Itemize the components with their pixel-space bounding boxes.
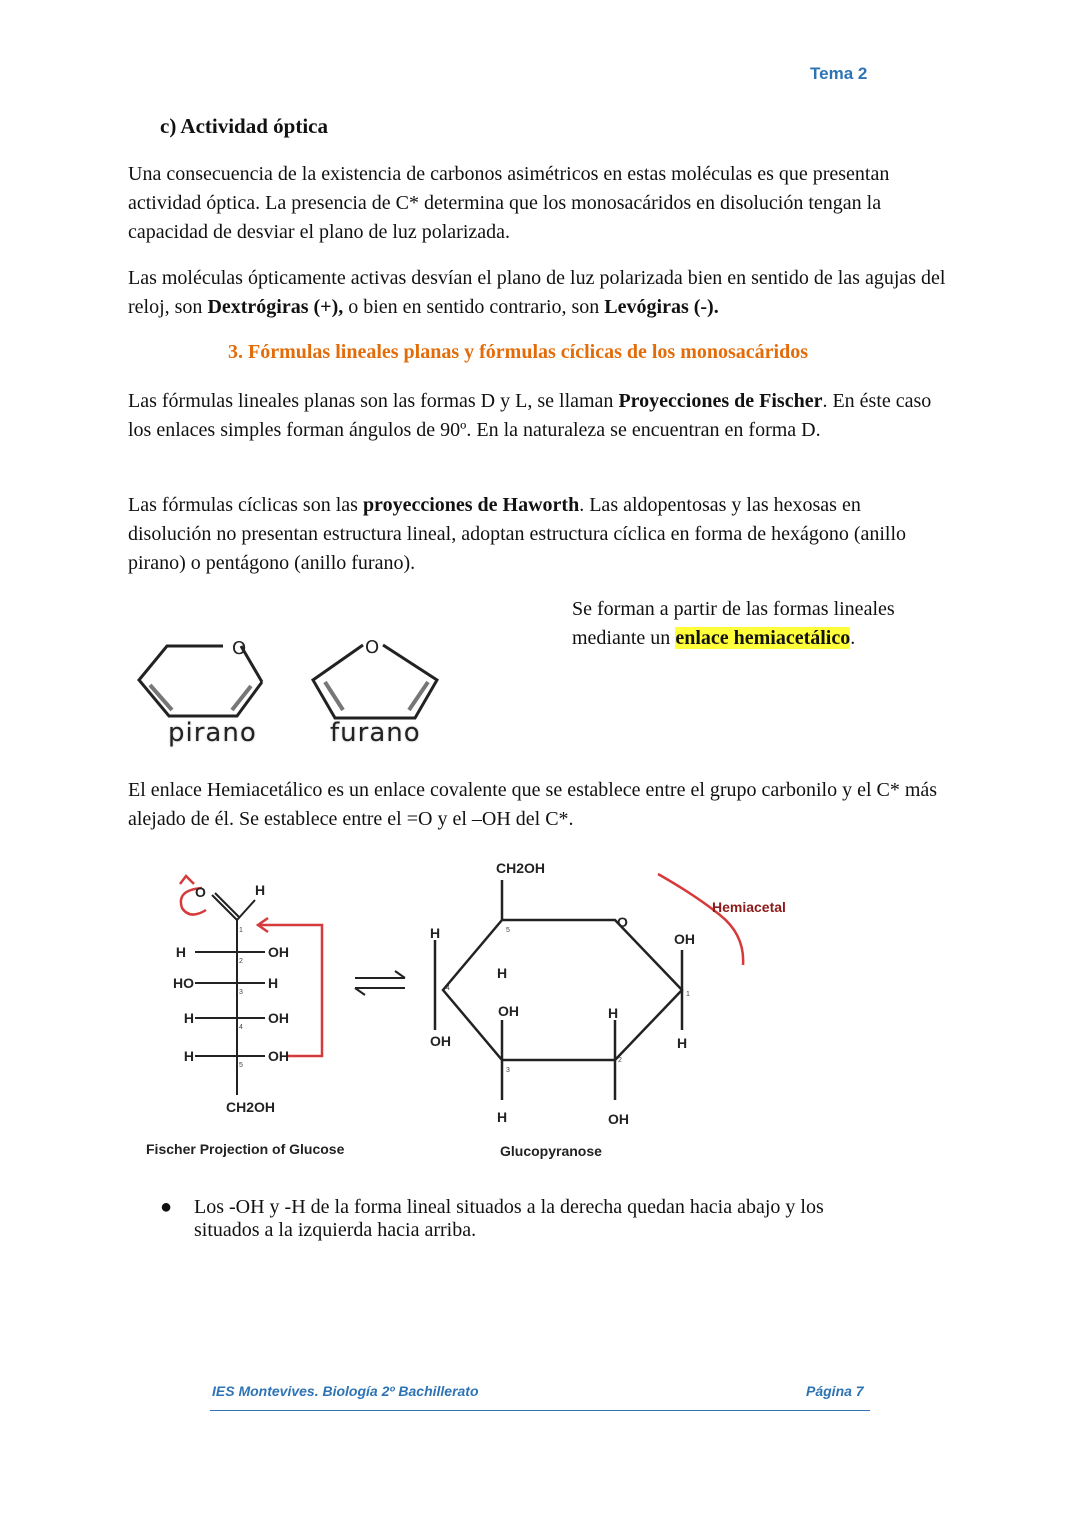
haworth-ring-o: O [617, 914, 628, 930]
haworth-c1-top-oh: OH [674, 931, 695, 947]
p3-proyecciones-fischer: Proyecciones de Fischer [618, 390, 823, 412]
p5-text-a: Se forman a partir de las formas lineales mediante un [572, 598, 895, 649]
fischer-row-2-left: HO [173, 975, 194, 991]
p2-text-a: Las moléculas ópticamente activas desvían el plano de luz polarizada bien en sentido de las agujas del reloj, son [128, 267, 946, 318]
haworth-c1-bottom-h: H [677, 1035, 688, 1051]
p2-text-c: o bien en sentido contrario, son [343, 296, 605, 318]
fischer-red-curved-arrowhead [180, 876, 194, 884]
furan-double-bond-2 [409, 682, 428, 710]
pyran-label: pirano [168, 718, 257, 748]
haworth-c3-top-h: H [497, 965, 508, 981]
fischer-carbon-number-5: 5 [239, 1062, 243, 1069]
haworth-carbon-number-2: 2 [618, 1057, 622, 1064]
haworth-caption: Glucopyranose [500, 1143, 602, 1159]
fischer-aldehyde-h-bond [237, 900, 255, 920]
pyran-double-bond-2 [232, 686, 251, 710]
fischer-top-h: H [255, 882, 266, 898]
haworth-c3-oh: OH [498, 1003, 519, 1019]
paragraph-dextro-levo [128, 264, 948, 322]
haworth-carbon-number-5: 5 [506, 927, 510, 934]
fischer-carbon-number-4: 4 [239, 1024, 243, 1031]
paragraph-hemiacetal-definition: El enlace Hemiacetálico es un enlace covalente que se establece entre el grupo carbonilo y el C* más alejado de él. Se establece entre el =O y el –OH del C*. [128, 779, 938, 830]
fischer-carbon-number-2: 2 [239, 958, 243, 965]
equilibrium-arrows [350, 968, 410, 998]
paragraph-haworth [128, 491, 948, 578]
fischer-o-label: O [195, 884, 206, 900]
fischer-row-1-right: OH [268, 944, 289, 960]
fischer-row-3-left: H [183, 1010, 194, 1026]
fischer-row-4-left: H [183, 1048, 194, 1064]
paragraph-optical-activity: Una consecuencia de la existencia de carbonos asimétricos en estas moléculas es que presentan actividad óptica. La presencia de C* determina que los monosacáridos en disolución tengan la capacidad de desviar el plano de luz polarizada. [128, 163, 890, 243]
p4-text-c: . Las aldopentosas y las hexosas en disolución no presentan estructura lineal, adoptan estructura cíclica en forma de hexágono (anillo pirano) o pentágono (anillo furano). [128, 494, 907, 574]
haworth-carbon-number-4: 4 [446, 985, 450, 992]
pyran-o-label: O [232, 638, 247, 659]
haworth-c4-top-h: H [430, 925, 441, 941]
bullet-text: Los -OH y -H de la forma lineal situados a la derecha quedan hacia abajo y los situados a la izquierda hacia arriba. [194, 1196, 824, 1241]
haworth-carbon-number-3: 3 [506, 1067, 510, 1074]
hemiacetal-red-pointer [658, 874, 743, 965]
fischer-row-4-right: OH [268, 1048, 289, 1064]
footer-page-number: Página 7 [806, 1383, 864, 1399]
footer-divider [210, 1410, 870, 1411]
haworth-c2-top-h: H [608, 1005, 619, 1021]
bullet-dot: ● [160, 1196, 173, 1218]
fischer-row-2-right: H [268, 975, 279, 991]
haworth-c2-bottom-oh: OH [608, 1111, 629, 1127]
fischer-carbonyl-bond [212, 895, 237, 920]
haworth-carbon-number-1: 1 [686, 991, 690, 998]
furan-label: furano [330, 718, 421, 748]
fischer-row-3-right: OH [268, 1010, 289, 1026]
p5-enlace-hemiacetalico: enlace hemiacetálico [675, 627, 851, 649]
haworth-c4-bottom-oh: OH [430, 1033, 451, 1049]
p2-levogiras: Levógiras (-). [604, 296, 719, 318]
fischer-carbon-number-1: 1 [239, 927, 243, 934]
furan-o-label: O [365, 637, 380, 658]
equilibrium-backward-head [355, 988, 365, 995]
p3-text-c: . En éste caso los enlaces simples forman ángulos de 90º. En la naturaleza se encuentran en forma D. [128, 390, 932, 441]
fischer-projection [140, 870, 370, 1130]
footer-school: IES Montevives. Biología 2º Bachillerato [212, 1383, 479, 1399]
haworth-ring [443, 920, 682, 1060]
paragraph-fischer [128, 387, 948, 445]
fischer-row-1-left: H [175, 944, 186, 960]
p2-dextrogiras: Dextrógiras (+), [207, 296, 344, 318]
section-3-title: 3. Fórmulas lineales planas y fórmulas cíclicas de los monosacáridos [228, 341, 808, 363]
paragraph-hemiacetal-formation [572, 595, 952, 653]
section-c-title: c) Actividad óptica [160, 114, 328, 138]
fischer-carbon-number-3: 3 [239, 989, 243, 996]
equilibrium-forward-head [395, 971, 405, 978]
p4-proyecciones-haworth: proyecciones de Haworth [362, 494, 580, 516]
fischer-bottom-ch2oh: CH2OH [226, 1099, 276, 1115]
p5-text-c: . [850, 627, 856, 649]
p3-text-a: Las fórmulas lineales planas son las formas D y L, se llaman [128, 390, 619, 412]
fischer-carbonyl-double [215, 893, 240, 918]
fischer-caption: Fischer Projection of Glucose [146, 1141, 345, 1157]
header-tema: Tema 2 [810, 64, 868, 83]
p4-text-a: Las fórmulas cíclicas son las [128, 494, 363, 516]
haworth-ch2oh-label: CH2OH [496, 860, 546, 876]
haworth-hemiacetal-label: Hemiacetal [712, 899, 786, 915]
haworth-projection [410, 850, 810, 1150]
haworth-c3-bottom-h: H [497, 1109, 508, 1125]
